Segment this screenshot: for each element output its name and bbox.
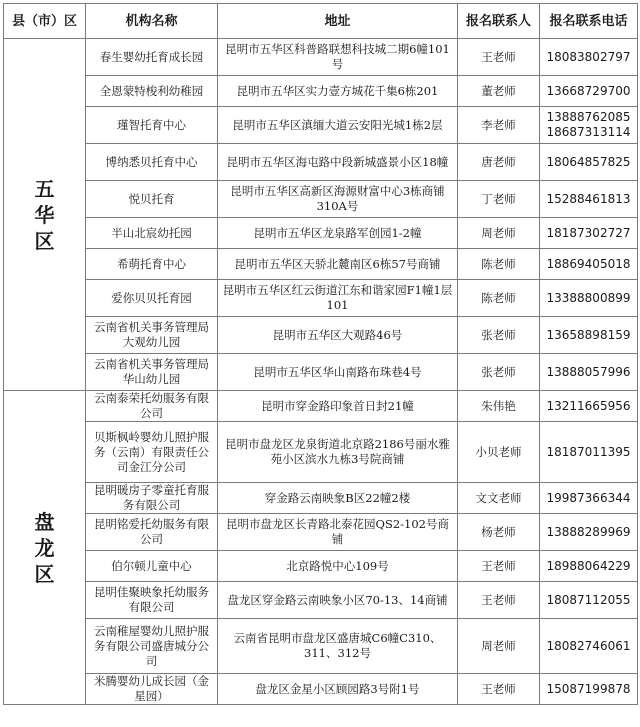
org-cell: 博纳悉贝托育中心 xyxy=(86,144,218,181)
address-cell: 昆明市五华区天骄北麓南区6栋57号商铺 xyxy=(218,249,458,280)
district-name-char: 区 xyxy=(34,561,55,586)
childcare-table xyxy=(3,3,638,705)
contact-cell: 王老师 xyxy=(458,674,540,705)
table-row xyxy=(4,107,638,144)
org-cell: 云南省机关事务管理局大观幼儿园 xyxy=(86,317,218,354)
phone-cell: 13211665956 xyxy=(540,391,638,422)
phone-cell: 18988064229 xyxy=(540,551,638,582)
org-cell: 爱你贝贝托育园 xyxy=(86,280,218,317)
header-phone: 报名联系电话 xyxy=(540,4,638,39)
contact-cell: 陈老师 xyxy=(458,280,540,317)
phone-cell: 18187302727 xyxy=(540,218,638,249)
org-cell: 悦贝托育 xyxy=(86,181,218,218)
address-cell: 昆明市五华区龙泉路军创园1-2幢 xyxy=(218,218,458,249)
table-row xyxy=(4,280,638,317)
district-cell xyxy=(4,39,86,391)
header-district: 县（市）区 xyxy=(4,4,86,39)
contact-cell: 朱伟艳 xyxy=(458,391,540,422)
address-cell: 昆明市五华区滇缅大道云安阳光城1栋2层 xyxy=(218,107,458,144)
address-cell: 昆明市穿金路印象首日封21幢 xyxy=(218,391,458,422)
address-cell: 昆明市盘龙区长青路北泰花园QS2-102号商铺 xyxy=(218,514,458,551)
contact-cell: 周老师 xyxy=(458,218,540,249)
phone-cell: 18087112055 xyxy=(540,582,638,619)
table-row xyxy=(4,249,638,280)
table-row xyxy=(4,551,638,582)
contact-cell: 王老师 xyxy=(458,582,540,619)
address-cell: 昆明市五华区大观路46号 xyxy=(218,317,458,354)
address-cell: 昆明市五华区科普路联想科技城二期6幢101号 xyxy=(218,39,458,76)
address-cell: 穿金路云南映象B区22幢2楼 xyxy=(218,483,458,514)
table-row xyxy=(4,391,638,422)
address-cell: 昆明市五华区海屯路中段新城盛景小区18幢 xyxy=(218,144,458,181)
phone-cell: 18869405018 xyxy=(540,249,638,280)
org-cell: 昆明佳聚映象托幼服务有限公司 xyxy=(86,582,218,619)
header-contact: 报名联系人 xyxy=(458,4,540,39)
address-cell: 昆明市五华区红云街道江东和谐家园F1幢1层101 xyxy=(218,280,458,317)
district-name-char: 五 xyxy=(34,176,55,201)
address-cell: 昆明市盘龙区龙泉街道北京路2186号丽水雅苑小区滨水九栋3号院商铺 xyxy=(218,422,458,483)
phone-cell xyxy=(540,107,638,144)
district-cell xyxy=(4,391,86,705)
table-row xyxy=(4,582,638,619)
address-cell: 昆明市五华区华山南路布珠巷4号 xyxy=(218,354,458,391)
contact-cell: 杨老师 xyxy=(458,514,540,551)
district-name-char: 区 xyxy=(34,228,55,253)
table-row xyxy=(4,218,638,249)
org-cell: 贝斯枫岭婴幼儿照护服务（云南）有限责任公司金江分公司 xyxy=(86,422,218,483)
table-row xyxy=(4,317,638,354)
org-cell: 米腾婴幼儿成长园（金星园） xyxy=(86,674,218,705)
table-row xyxy=(4,76,638,107)
phone-number: 18687313114 xyxy=(546,125,631,139)
org-cell: 昆明铭爱托幼服务有限公司 xyxy=(86,514,218,551)
table-row xyxy=(4,422,638,483)
phone-cell: 13658898159 xyxy=(540,317,638,354)
phone-cell: 18083802797 xyxy=(540,39,638,76)
contact-cell: 文文老师 xyxy=(458,483,540,514)
contact-cell: 唐老师 xyxy=(458,144,540,181)
table-row xyxy=(4,514,638,551)
phone-cell: 13888057996 xyxy=(540,354,638,391)
org-cell: 云南泰荣托幼服务有限公司 xyxy=(86,391,218,422)
table-row xyxy=(4,181,638,218)
phone-cell: 13888289969 xyxy=(540,514,638,551)
phone-cell: 13668729700 xyxy=(540,76,638,107)
org-cell: 伯尔顿儿童中心 xyxy=(86,551,218,582)
header-row xyxy=(4,4,638,39)
phone-cell: 15087199878 xyxy=(540,674,638,705)
contact-cell: 陈老师 xyxy=(458,249,540,280)
phone-cell: 18082746061 xyxy=(540,619,638,674)
table-row xyxy=(4,483,638,514)
contact-cell: 周老师 xyxy=(458,619,540,674)
org-cell: 云南省机关事务管理局华山幼儿园 xyxy=(86,354,218,391)
org-cell: 瑾智托育中心 xyxy=(86,107,218,144)
phone-cell: 15288461813 xyxy=(540,181,638,218)
org-cell: 希萌托育中心 xyxy=(86,249,218,280)
phone-cell: 19987366344 xyxy=(540,483,638,514)
contact-cell: 张老师 xyxy=(458,354,540,391)
table-row xyxy=(4,619,638,674)
phone-cell: 18064857825 xyxy=(540,144,638,181)
table-row xyxy=(4,144,638,181)
address-cell: 昆明市五华区高新区海源财富中心3栋商铺310A号 xyxy=(218,181,458,218)
address-cell: 盘龙区金星小区顾园路3号附1号 xyxy=(218,674,458,705)
contact-cell: 董老师 xyxy=(458,76,540,107)
district-name-char: 华 xyxy=(34,202,55,227)
contact-cell: 小贝老师 xyxy=(458,422,540,483)
phone-cell: 18187011395 xyxy=(540,422,638,483)
phone-cell: 13388800899 xyxy=(540,280,638,317)
header-address: 地址 xyxy=(218,4,458,39)
table-row xyxy=(4,39,638,76)
contact-cell: 王老师 xyxy=(458,551,540,582)
table-row xyxy=(4,354,638,391)
contact-cell: 李老师 xyxy=(458,107,540,144)
district-name-char: 龙 xyxy=(34,535,55,560)
org-cell: 春生婴幼托育成长园 xyxy=(86,39,218,76)
address-cell: 盘龙区穿金路云南映象小区70-13、14商铺 xyxy=(218,582,458,619)
address-cell: 云南省昆明市盘龙区盛唐城C6幢C310、311、312号 xyxy=(218,619,458,674)
contact-cell: 王老师 xyxy=(458,39,540,76)
org-cell: 云南稚屋婴幼儿照护服务有限公司盛唐城分公司 xyxy=(86,619,218,674)
table-row xyxy=(4,674,638,705)
org-cell: 昆明暖房子零童托育服务有限公司 xyxy=(86,483,218,514)
header-org: 机构名称 xyxy=(86,4,218,39)
district-name-char: 盘 xyxy=(34,509,55,534)
address-cell: 昆明市五华区实力壹方城花千集6栋201 xyxy=(218,76,458,107)
contact-cell: 张老师 xyxy=(458,317,540,354)
contact-cell: 丁老师 xyxy=(458,181,540,218)
address-cell: 北京路悦中心109号 xyxy=(218,551,458,582)
phone-number: 13888762085 xyxy=(546,110,631,124)
org-cell: 半山北宸幼托园 xyxy=(86,218,218,249)
org-cell: 全恩蒙特梭利幼稚园 xyxy=(86,76,218,107)
